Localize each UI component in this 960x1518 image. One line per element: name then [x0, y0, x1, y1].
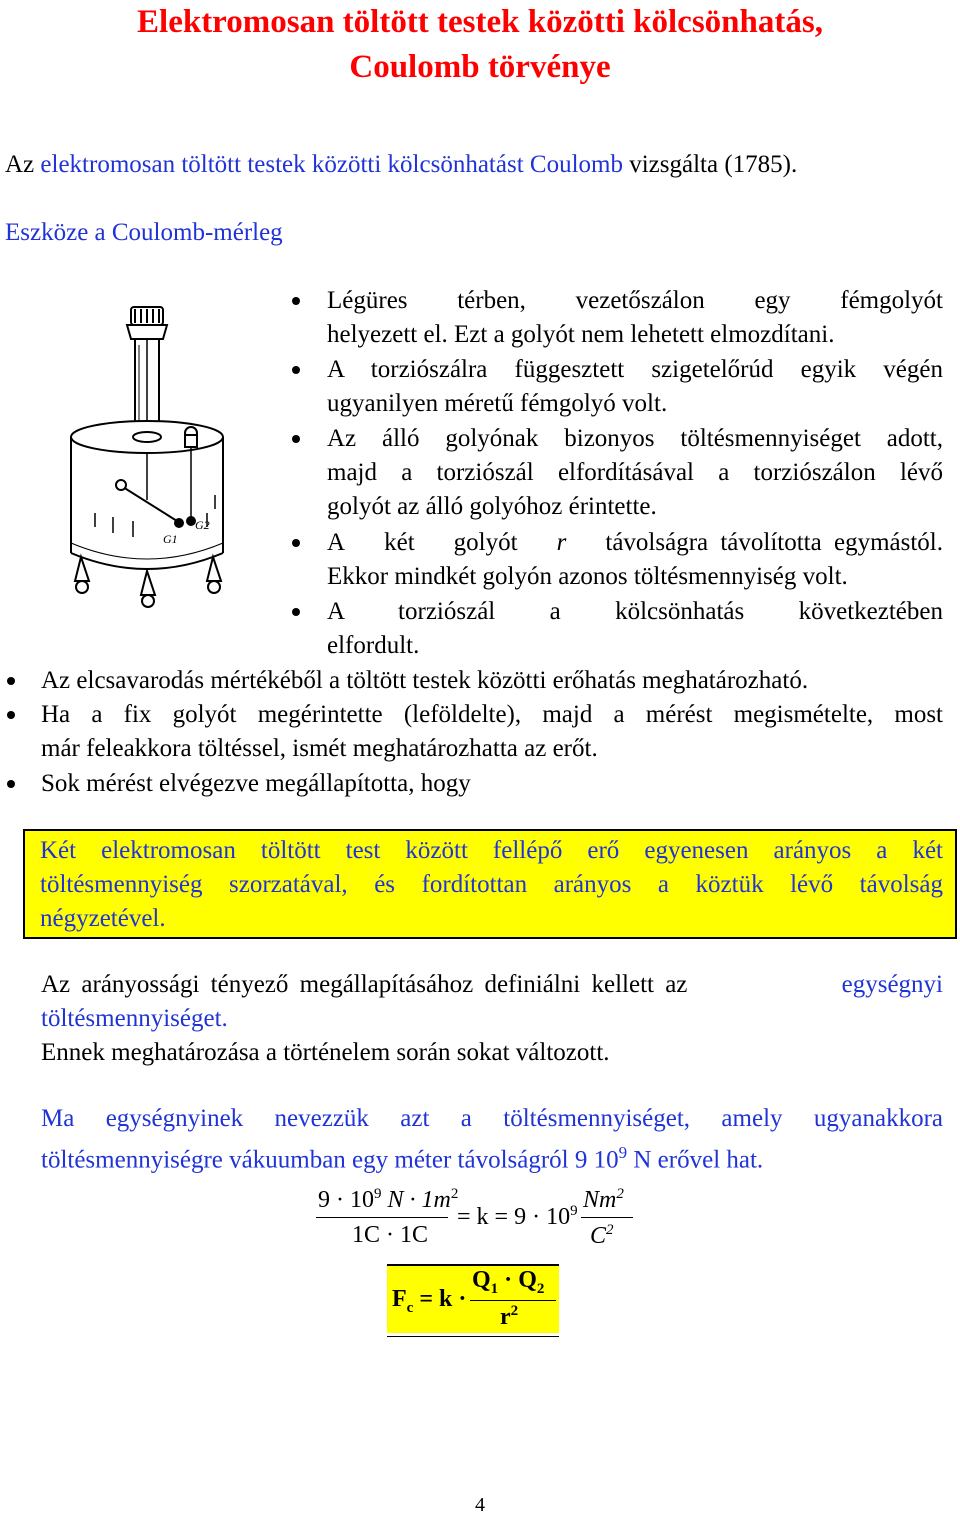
- bullet-dot: [7, 780, 15, 788]
- title-line-2: Coulomb törvénye: [349, 49, 611, 85]
- f2-eq: = k ·: [419, 1286, 467, 1312]
- f1-unit-num-exp: 2: [616, 1186, 624, 1202]
- bullet-item-cont: majd a torziószál elfordításával a torziószálon lévő: [327, 459, 943, 486]
- definition-line-2: [41, 1136, 763, 1177]
- variable-r: r: [556, 529, 567, 556]
- f1-num-exp2: 2: [450, 1186, 459, 1202]
- bullet-item-cont: ugyanilyen méretű fémgolyó volt.: [327, 390, 668, 417]
- formula1-middle: [457, 1203, 578, 1231]
- intro-coulomb: Coulomb: [529, 151, 623, 178]
- f1-unit-num: Nm: [583, 1187, 617, 1213]
- formula1-numerator: [318, 1186, 458, 1214]
- f1-mid-exp: 9: [570, 1203, 578, 1219]
- bullet-dot: [292, 297, 300, 305]
- unit-text: Az arányossági tényező megállapításához definiálni kellett az: [41, 971, 688, 998]
- f1-num-b: N · 1m: [387, 1187, 451, 1213]
- bullet-item: Légüres térben, vezetőszálon egy fémgolyót: [327, 287, 943, 314]
- bullet-dot: [292, 608, 300, 616]
- bullet-item-cont: elfordult.: [327, 632, 420, 659]
- f2-lhs-sub: c: [406, 1299, 414, 1316]
- definition-tail: N erővel hat.: [627, 1146, 764, 1174]
- formula1-unit-numerator: [583, 1186, 624, 1214]
- bullet-dot: [7, 711, 15, 719]
- unit-paragraph-line-3: Ennek meghatározása a történelem során sokat változott.: [41, 1039, 610, 1066]
- bullet-item: Az elcsavarodás mértékéből a töltött testek közötti erőhatás meghatározható.: [41, 667, 809, 694]
- title-line-1: Elektromosan töltött testek közötti kölcsönhatás,: [137, 4, 823, 40]
- definition-line-1: Ma egységnyinek nevezzük azt a töltésmennyiséget, amely ugyanakkora: [41, 1105, 943, 1132]
- law-line-3: négyzetével.: [40, 905, 166, 932]
- bullet-dot: [7, 677, 15, 685]
- f2-r-exp: 2: [510, 1303, 519, 1319]
- f1-num-exp: 9: [374, 1186, 382, 1202]
- law-line-2: töltésmennyiség szorzatával, és fordítottan arányos a köztük lévő távolság: [40, 871, 943, 898]
- law-line-1: Két elektromosan töltött test között fellépő erő egyenesen arányos a két: [40, 837, 943, 864]
- f1-mid: = k = 9 · 10: [457, 1204, 571, 1230]
- label-g1: G1: [163, 532, 178, 546]
- formula2-numerator: [472, 1267, 544, 1298]
- f2-r: r: [500, 1304, 511, 1330]
- word-ket: két: [384, 529, 415, 556]
- intro-year: vizsgálta (1785).: [622, 151, 798, 178]
- unit-paragraph-line-2: töltésmennyiséget.: [41, 1005, 228, 1032]
- formula1-unit-denominator: [590, 1222, 614, 1250]
- formula1-fraction-bar: [316, 1217, 448, 1218]
- bullet-dot: [292, 366, 300, 374]
- unit-highlight: egységnyi: [841, 971, 943, 998]
- f1-unit-den-exp: 2: [606, 1222, 614, 1238]
- formula1-unit-fraction-bar: [581, 1217, 633, 1218]
- bullet-item: Ha a fix golyót megérintette (leföldelte), majd a mérést megismételte, most: [41, 701, 943, 728]
- bullet-item-cont: már feleakkora töltéssel, ismét meghatározhatta az erőt.: [41, 735, 598, 762]
- f2-q1-sub: 1: [490, 1280, 499, 1297]
- bullet-item-tail: távolságra távolította egymástól.: [605, 529, 943, 556]
- label-g2: G2: [195, 518, 210, 532]
- intro-line-1: [5, 148, 797, 182]
- f2-q1: Q: [472, 1267, 491, 1293]
- bullet-item: Az álló golyónak bizonyos töltésmennyiséget adott,: [327, 425, 943, 452]
- coulomb-balance-illustration: [55, 295, 255, 615]
- f1-unit-den: C: [590, 1223, 607, 1249]
- f2-q2-sub: 2: [536, 1280, 545, 1297]
- definition-base: 10: [593, 1146, 619, 1174]
- f2-q2: Q: [518, 1267, 537, 1293]
- bullet-item-cont: helyezett el. Ezt a golyót nem lehetett elmozdítani.: [327, 321, 835, 348]
- intro-text: Az: [5, 151, 41, 178]
- word-golyot: golyót: [453, 529, 518, 556]
- f1-num-a: 9 · 10: [318, 1187, 374, 1213]
- bullet-item: A torziószál a kölcsönhatás következtében: [327, 598, 943, 625]
- page-title: [0, 0, 960, 90]
- page-number: 4: [475, 1494, 485, 1516]
- intro-line-2: Eszköze a Coulomb-mérleg: [5, 219, 283, 246]
- f2-dot: ·: [504, 1267, 513, 1293]
- formula2-denominator: [500, 1303, 518, 1331]
- bullet-item: [327, 526, 943, 560]
- definition-text: töltésmennyiségre vákuumban egy méter távolságról 9: [41, 1146, 588, 1174]
- word-a: A: [327, 529, 346, 556]
- formula2-fraction-bar: [470, 1300, 556, 1301]
- f2-lhs: F: [392, 1286, 407, 1312]
- formula1-denominator: 1C · 1C: [352, 1222, 429, 1248]
- unit-paragraph-line-1: [41, 968, 943, 1002]
- definition-exp: 9: [618, 1143, 628, 1162]
- formula2-lhs: [392, 1286, 466, 1317]
- bullet-item-cont: golyót az álló golyóhoz érintette.: [327, 493, 657, 520]
- intro-highlight: elektromosan töltött testek közötti kölcsönhatást: [40, 151, 524, 178]
- bullet-dot: [292, 435, 300, 443]
- bullet-item: A torziószálra függesztett szigetelőrúd egyik végén: [327, 356, 943, 383]
- bullet-dot: [292, 539, 300, 547]
- bullet-item: Sok mérést elvégezve megállapította, hogy: [41, 770, 471, 797]
- bullet-item-cont: Ekkor mindkét golyón azonos töltésmennyiség volt.: [327, 563, 848, 590]
